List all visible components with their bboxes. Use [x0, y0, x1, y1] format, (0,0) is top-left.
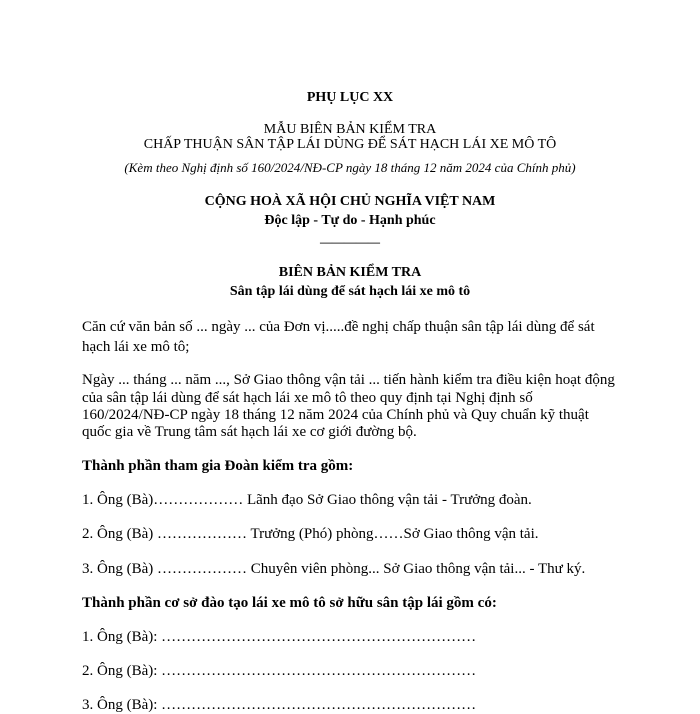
- intro-line-4: quốc gia về Trung tâm sát hạch lái xe cơ giới đường bộ.: [82, 424, 417, 440]
- facility-member-3: 3. Ông (Bà): ………………………………………………………: [82, 697, 477, 713]
- team-member-2: 2. Ông (Bà) ……………… Trưởng (Phó) phòng……Sở Giao thông vận tải.: [82, 526, 539, 542]
- form-subtitle: CHẤP THUẬN SÂN TẬP LÁI DÙNG ĐỂ SÁT HẠCH LÁI XE MÔ TÔ: [143, 137, 557, 152]
- national-motto: Độc lập - Tự do - Hạnh phúc: [264, 213, 436, 228]
- basis-line-2: hạch lái xe mô tô;: [82, 339, 190, 355]
- country-name: CỘNG HOÀ XÃ HỘI CHỦ NGHĨA VIỆT NAM: [204, 194, 496, 209]
- basis-line-1: Căn cứ văn bản số ... ngày ... của Đơn vị.....đề nghị chấp thuận sân tập lái dùng để sát: [82, 319, 595, 335]
- decree-note: (Kèm theo Nghị định số 160/2024/NĐ-CP ngày 18 tháng 12 năm 2024 của Chính phủ): [124, 160, 576, 175]
- facility-member-1: 1. Ông (Bà): ………………………………………………………: [82, 629, 477, 645]
- motto-rule: —————: [320, 235, 380, 249]
- team-member-1: 1. Ông (Bà)……………… Lãnh đạo Sở Giao thông vận tải - Trưởng đoàn.: [82, 492, 532, 508]
- team-member-3: 3. Ông (Bà) ……………… Chuyên viên phòng... Sở Giao thông vận tải... - Thư ký.: [82, 561, 586, 577]
- form-title: MẪU BIÊN BẢN KIỂM TRA: [263, 122, 437, 137]
- intro-line-3: 160/2024/NĐ-CP ngày 18 tháng 12 năm 2024 của Chính phủ và Quy chuẩn kỹ thuật: [82, 407, 589, 423]
- intro-line-1: Ngày ... tháng ... năm ..., Sở Giao thông vận tải ... tiến hành kiểm tra điều kiện hoạt động: [82, 372, 615, 388]
- team-heading: Thành phần tham gia Đoàn kiểm tra gồm:: [82, 458, 354, 474]
- appendix-title: PHỤ LỤC XX: [306, 90, 394, 105]
- facility-heading: Thành phần cơ sở đào tạo lái xe mô tô sở hữu sân tập lái gồm có:: [82, 595, 497, 611]
- intro-line-2: của sân tập lái dùng để sát hạch lái xe mô tô theo quy định tại Nghị định số: [82, 390, 533, 406]
- document-title: BIÊN BẢN KIỂM TRA: [278, 265, 422, 280]
- facility-member-2: 2. Ông (Bà): ………………………………………………………: [82, 663, 477, 679]
- document-subtitle: Sân tập lái dùng để sát hạch lái xe mô tô: [229, 284, 471, 299]
